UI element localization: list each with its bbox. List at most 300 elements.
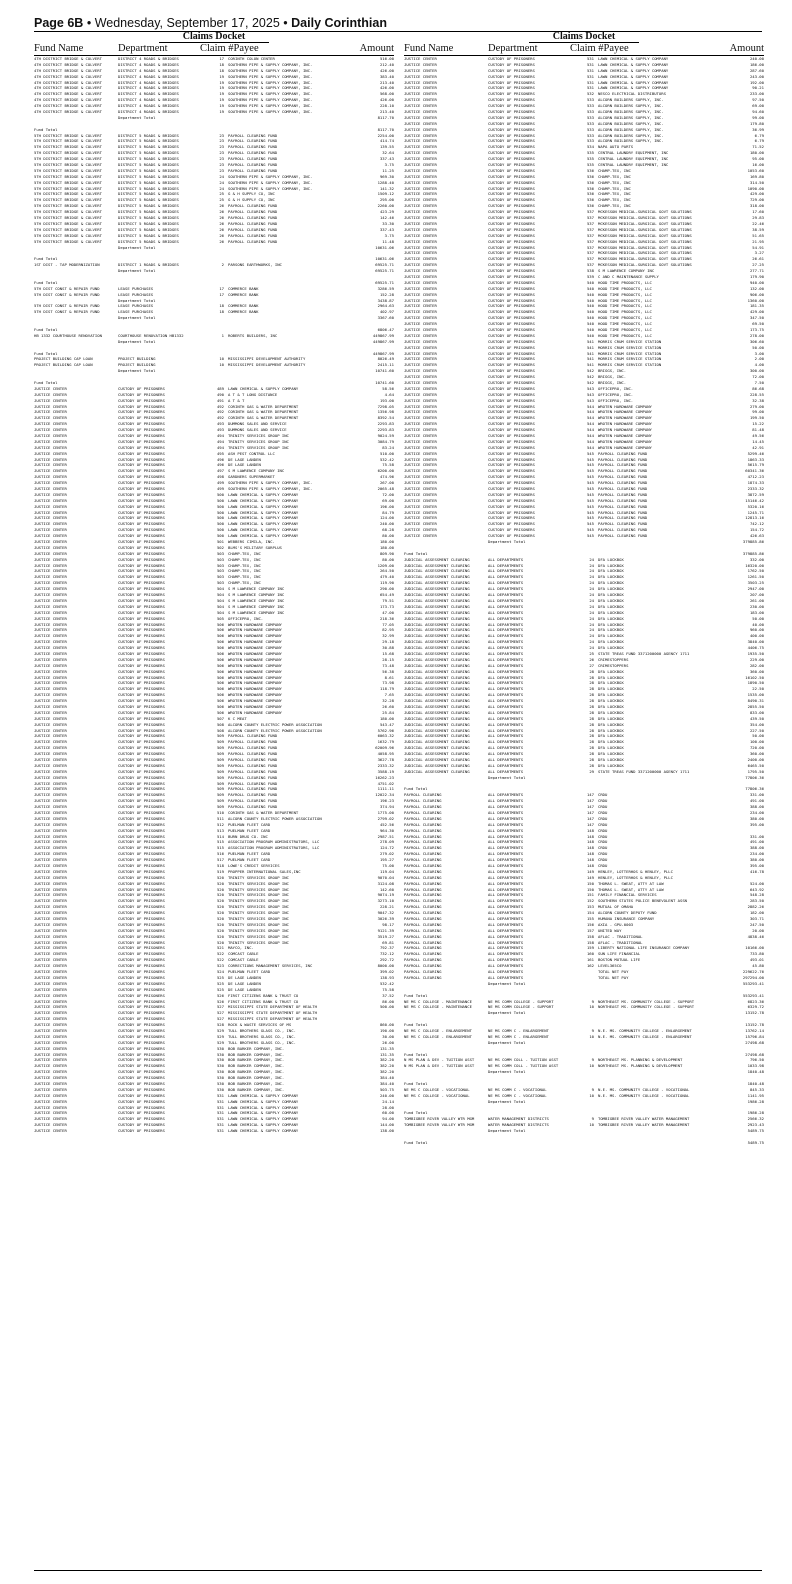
amount: 969.30	[379, 173, 394, 179]
claim-number: 162	[586, 963, 594, 969]
claim-number: 23	[219, 150, 224, 156]
fund-name: JUSTICE CENTER	[34, 1016, 67, 1022]
fund-name: JUSTICE CENTER	[34, 1051, 67, 1057]
fund-name: JUSTICE CENTER	[34, 391, 67, 397]
claim-number: 536	[586, 167, 594, 173]
department: CUSTODY OF PRISONERS	[118, 998, 165, 1004]
department: CUSTODY OF PRISONERS	[118, 933, 165, 939]
claim-number: 493	[216, 421, 224, 427]
amount: 8117.70	[377, 114, 394, 120]
payee: SOUTHERN PIPE & SUPPLY COMPANY, INC.	[228, 85, 313, 91]
payee: PUELMAN FLEET CARD	[228, 857, 271, 863]
fund-name: JUSTICE CENTER	[34, 1004, 67, 1010]
amount: 290.00	[379, 586, 394, 592]
payee: DE LAGE LANDEN	[228, 462, 261, 468]
amount: 732.12	[379, 951, 394, 957]
department: CUSTODY OF PRISONERS	[488, 462, 535, 468]
fund-name: PAYROLL CLEARING	[404, 951, 442, 957]
department: CUSTODY OF PRISONERS	[488, 285, 535, 291]
payee: FAMILY FINANCIAL SERVICES	[598, 892, 657, 898]
payee: DFA LOCKBOX	[598, 574, 624, 580]
claim-number: 517	[216, 857, 224, 863]
payee: MCKESSON MEDICAL-SURGICAL GOVT SOLUTIONS	[598, 220, 692, 226]
claim-number: 19	[219, 79, 224, 85]
claim-number: 28	[589, 715, 594, 721]
amount: 503.75	[379, 1086, 394, 1092]
amount: 71.52	[752, 144, 764, 150]
claim-number: 531	[586, 73, 594, 79]
amount: 382.20	[379, 1057, 394, 1063]
payee: WROTEN HARDWARE COMPANY	[228, 674, 282, 680]
amount: 374.94	[379, 804, 394, 810]
fund-name: JUSTICE CENTER	[34, 433, 67, 438]
fund-name: JUSTICE CENTER	[404, 480, 437, 486]
claim-number: 160	[586, 951, 594, 957]
amount: 423.29	[379, 209, 394, 215]
amount: 228.55	[749, 391, 764, 397]
payee: MUTUAL OF OMAHA	[598, 904, 634, 910]
publication-date: Wednesday, September 17, 2025	[94, 16, 280, 30]
department: CUSTODY OF PRISONERS	[488, 515, 535, 521]
fund-name: JUSTICE CENTER	[404, 385, 437, 391]
fund-name: 4TH DISTRICT BRIDGE & CULVERT	[34, 73, 102, 79]
payee: ALCORN COUNTY ELECTRIC POWER ASSOCIATION	[228, 721, 322, 727]
payee: ALCORN BUILDERS SUPPLY, INC.	[598, 103, 664, 109]
claim-number: 148	[586, 839, 594, 845]
department: CUSTODY OF PRISONERS	[118, 556, 165, 562]
fund-name: JUSTICE CENTER	[404, 456, 437, 462]
amount: 6823.36	[747, 998, 764, 1004]
payee: DE LAGE LANDEN	[228, 980, 261, 986]
claim-number: 536	[586, 197, 594, 203]
payee: MORRIS CRUM SERVICE STATION	[598, 344, 662, 350]
amount: 9024.59	[377, 433, 394, 438]
claim-number: 500	[216, 491, 224, 497]
payee: CRDU	[598, 804, 608, 810]
claim-number: 545	[586, 515, 594, 521]
amount: 10631.06	[375, 256, 394, 262]
payee: TOMBIGBEE RIVER VALLEY WATER MANAGEMENT	[598, 1122, 690, 1128]
amount: 47.00	[382, 609, 394, 615]
claim-number: 535	[586, 150, 594, 156]
claim-number: 536	[586, 203, 594, 209]
fund-name: JUSTICE CENTER	[34, 639, 67, 645]
amount: 331.00	[749, 792, 764, 798]
fund-name: 4TH DISTRICT BRIDGE & CULVERT	[34, 67, 102, 73]
claim-number: 18	[219, 67, 224, 73]
payee: LOWE'S CREDIT SERVICES	[228, 863, 280, 869]
claim-number: 28	[589, 703, 594, 709]
amount: 15146.42	[745, 497, 764, 503]
fund-name: JUSTICE CENTER	[404, 474, 437, 480]
department: DISTRICT 4 ROADS & BRIDGES	[118, 61, 179, 67]
claim-number: 490	[216, 391, 224, 397]
amount: 131.35	[379, 1051, 394, 1057]
claim-number: 545	[586, 527, 594, 533]
amount: 16262.23	[375, 774, 394, 780]
fund-name: 5TH DISTRICT BRIDGE & CULVERT	[34, 150, 102, 156]
amount: 229622.76	[742, 969, 764, 975]
department: ALL DEPARTMENTS	[488, 892, 524, 898]
payee: NORTHEAST MS. COMMUNITY COLLEGE - SUPPORT	[598, 998, 695, 1004]
payee: PAYROLL CLEARING FUND	[598, 515, 648, 521]
fund-name: JUSTICE CENTER	[34, 515, 67, 521]
claim-number: 23	[219, 138, 224, 144]
claim-number: 28	[589, 668, 594, 674]
department: CUSTODY OF PRISONERS	[118, 1051, 165, 1057]
department: CUSTODY OF PRISONERS	[118, 698, 165, 704]
payee: PAYROLL CLEARING FUND	[228, 138, 278, 144]
department: ALL DEPARTMENTS	[488, 957, 524, 963]
fund-name: JUSTICE CENTER	[34, 1092, 67, 1098]
department: WATER MANAGEMENT DISTRICTS	[488, 1116, 549, 1122]
department: CUSTODY OF PRISONERS	[488, 226, 535, 232]
payee: MISSISSIPPI DEVELOPMENT AUTHORITY	[228, 356, 306, 362]
amount: 360.00	[749, 668, 764, 674]
amount: 3026.39	[377, 916, 394, 922]
department: CUSTODY OF PRISONERS	[118, 403, 165, 409]
amount: 86.68	[752, 385, 764, 391]
payee: CHAMP-TEX, INC	[598, 179, 631, 185]
fund-name: JUSTICE CENTER	[34, 969, 67, 975]
claim-number: 494	[216, 444, 224, 450]
payee: PAYROLL CLEARING FUND	[228, 209, 278, 215]
amount: 1874.33	[747, 480, 764, 486]
department: CUSTODY OF PRISONERS	[118, 462, 165, 468]
amount: 38.59	[752, 226, 764, 232]
department: CUSTODY OF PRISONERS	[118, 615, 165, 621]
fund-name: 5TH DISTRICT BRIDGE & CULVERT	[34, 215, 102, 221]
claim-number: 503	[216, 574, 224, 580]
amount: 141.32	[379, 185, 394, 191]
payee: HOOD TIME PRODUCTS, LLC	[598, 315, 652, 321]
department: ALL DEPARTMENTS	[488, 733, 524, 739]
payee: LAWN CHEMICAL & SUPPLY COMPANY	[228, 527, 299, 533]
payee: DFA LOCKBOX	[598, 745, 624, 751]
claims-list	[404, 56, 764, 1146]
department: ALL DEPARTMENTS	[488, 874, 524, 880]
amount: 234.00	[749, 851, 764, 857]
payee: DFA LOCKBOX	[598, 621, 624, 627]
amount: 6063.32	[377, 733, 394, 739]
claim-number: 27	[589, 662, 594, 668]
department: ALL DEPARTMENTS	[488, 969, 524, 975]
docket-title: Claims Docket	[159, 32, 269, 43]
department: CUSTODY OF PRISONERS	[118, 427, 165, 433]
fund-name: JUDICIAL ASSESSMENT CLEARING	[404, 580, 470, 586]
amount: 1288.40	[377, 179, 394, 185]
department: ALL DEPARTMENTS	[488, 880, 524, 886]
fund-name: JUSTICE CENTER	[34, 627, 67, 633]
amount: 124.00	[379, 515, 394, 521]
amount: 278.00	[749, 332, 764, 338]
claim-number: 507	[216, 715, 224, 721]
department: Department Total	[488, 1069, 526, 1075]
department: CUSTODY OF PRISONERS	[118, 833, 165, 839]
department: CUSTODY OF PRISONERS	[118, 603, 165, 609]
department: ALL DEPARTMENTS	[488, 615, 524, 621]
department: CUSTODY OF PRISONERS	[118, 780, 165, 786]
amount: 60.00	[382, 1110, 394, 1116]
fund-name: 4TH DISTRICT BRIDGE & CULVERT	[34, 91, 102, 97]
fund-name: JUSTICE CENTER	[34, 385, 67, 391]
amount: 180.00	[379, 715, 394, 721]
amount: 84.79	[382, 509, 394, 515]
fund-name: PAYROLL CLEARING	[404, 904, 442, 910]
claim-number: 503	[216, 580, 224, 586]
department: CUSTODY OF PRISONERS	[488, 309, 535, 315]
fund-name: PAYROLL CLEARING	[404, 898, 442, 904]
fund-name: JUSTICE CENTER	[34, 438, 67, 444]
amount: 22.46	[752, 220, 764, 226]
department: CUSTODY OF PRISONERS	[118, 450, 165, 456]
header-fund-name: Fund Name	[404, 43, 454, 54]
payee: TRINITY SERVICES GROUP INC	[228, 916, 289, 922]
amount: 69525.71	[375, 279, 394, 285]
fund-name: PAYROLL CLEARING	[404, 833, 442, 839]
payee: DFA LOCKBOX	[598, 603, 624, 609]
claim-number: 501	[216, 539, 224, 545]
claim-number: 531	[586, 67, 594, 73]
fund-name: JUSTICE CENTER	[34, 562, 67, 568]
fund-name: N MS PLAN & DEV - TUITION ASST	[404, 1063, 475, 1069]
amount: 152.28	[379, 291, 394, 297]
fund-name: JUSTICE CENTER	[404, 67, 437, 73]
fund-name: JUSTICE CENTER	[404, 444, 437, 450]
fund-name: JUSTICE CENTER	[404, 162, 437, 168]
payee: DFA LOCKBOX	[598, 609, 624, 615]
claim-number: 545	[586, 468, 594, 474]
claim-number: 506	[216, 698, 224, 704]
amount: 22.50	[752, 686, 764, 692]
department: CUSTODY OF PRISONERS	[488, 303, 535, 309]
amount: 3627.78	[377, 756, 394, 762]
amount: 12813.16	[745, 515, 764, 521]
claim-number: 540	[586, 321, 594, 327]
fund-name: JUDICIAL ASSESSMENT CLEARING	[404, 574, 470, 580]
payee: WROTEN HARDWARE COMPANY	[598, 438, 652, 444]
fund-name: JUSTICE CENTER	[404, 109, 437, 115]
department: ALL DEPARTMENTS	[488, 680, 524, 686]
fund-name: PAYROLL CLEARING	[404, 798, 442, 804]
claim-number: 506	[216, 668, 224, 674]
fund-name: JUSTICE CENTER	[404, 486, 437, 492]
amount: 4.00	[754, 362, 764, 368]
payee: MCKESSON MEDICAL-SURGICAL GOVT SOLUTIONS	[598, 238, 692, 244]
department: CUSTODY OF PRISONERS	[118, 721, 165, 727]
claim-number: 527	[216, 1010, 224, 1016]
fund-name: Fund Total	[34, 126, 58, 132]
claim-number: 503	[216, 556, 224, 562]
fund-name: JUDICIAL ASSESSMENT CLEARING	[404, 674, 470, 680]
department: NE MS COMM COLLEGE - SUPPORT	[488, 998, 554, 1004]
fund-name: JUSTICE CENTER	[404, 126, 437, 132]
department: CUSTODY OF PRISONERS	[118, 586, 165, 592]
department: DISTRICT 4 ROADS & BRIDGES	[118, 109, 179, 115]
department: CUSTODY OF PRISONERS	[488, 268, 535, 274]
claim-number: 516	[216, 851, 224, 857]
payee: ALCORN BUILDERS SUPPLY, INC.	[598, 126, 664, 132]
payee: WROTEN HARDWARE COMPANY	[228, 668, 282, 674]
department: CUSTODY OF PRISONERS	[118, 927, 165, 933]
amount: 15796.84	[745, 1033, 764, 1039]
fund-name: JUSTICE CENTER	[404, 232, 437, 238]
claim-number: 147	[586, 815, 594, 821]
amount: 860.00	[379, 1022, 394, 1028]
amount: 179.90	[749, 273, 764, 279]
department: CUSTODY OF PRISONERS	[118, 521, 165, 527]
payee: TRINITY SERVICES GROUP INC	[228, 921, 289, 927]
payee: OFFICEPRO, INC.	[598, 391, 634, 397]
department: CUSTODY OF PRISONERS	[118, 1057, 165, 1063]
fund-name: JUSTICE CENTER	[34, 686, 67, 692]
page-number: Page 6B	[34, 16, 84, 30]
payee: LIBERTY NATIONAL LIFE INSURANCE COMPANY	[598, 945, 690, 951]
department: CUSTODY OF PRISONERS	[488, 297, 535, 303]
claim-row	[404, 1140, 764, 1146]
amount: 2566.32	[747, 1116, 764, 1122]
claim-number: 150	[586, 880, 594, 886]
department: CUSTODY OF PRISONERS	[118, 509, 165, 515]
department: CUSTODY OF PRISONERS	[488, 126, 535, 132]
fund-name: 5TH DISTRICT BRIDGE & CULVERT	[34, 144, 102, 150]
payee: LAWN CHEMICAL & SUPPLY COMPANY	[228, 533, 299, 539]
department: CUSTODY OF PRISONERS	[118, 874, 165, 880]
claim-number: 509	[216, 786, 224, 792]
fund-name: JUSTICE CENTER	[34, 1080, 67, 1086]
department: DISTRICT 5 ROADS & BRIDGES	[118, 167, 179, 173]
claim-number: 531	[216, 1110, 224, 1116]
payee: SOUTHERN PIPE & SUPPLY COMPANY, INC.	[228, 91, 313, 97]
amount: 337.43	[379, 226, 394, 232]
amount: 30.88	[382, 645, 394, 651]
department: DISTRICT 5 ROADS & BRIDGES	[118, 138, 179, 144]
department: CUSTODY OF PRISONERS	[118, 621, 165, 627]
amount: 94.60	[752, 109, 764, 115]
payee: MCKESSON MEDICAL-SURGICAL GOVT SOLUTIONS	[598, 209, 692, 215]
department: CUSTODY OF PRISONERS	[118, 1033, 165, 1039]
department: CUSTODY OF PRISONERS	[118, 798, 165, 804]
fund-name: JUSTICE CENTER	[404, 97, 437, 103]
fund-name: JUSTICE CENTER	[404, 421, 437, 427]
amount: 279.00	[749, 403, 764, 409]
claim-number: 147	[586, 804, 594, 810]
payee: SOUTHERN PIPE & SUPPLY COMPANY, INC.	[228, 61, 313, 67]
amount: 4058.95	[377, 751, 394, 757]
claim-number: 496	[216, 456, 224, 462]
fund-name: JUDICIAL ASSESSMENT CLEARING	[404, 762, 470, 768]
fund-name: JUSTICE CENTER	[404, 120, 437, 126]
fund-name: JUSTICE CENTER	[34, 986, 67, 992]
department: CUSTODY OF PRISONERS	[488, 103, 535, 109]
department: ALL DEPARTMENTS	[488, 898, 524, 904]
claim-number: 28	[589, 745, 594, 751]
fund-name: Fund Total	[34, 379, 58, 385]
department: CUSTODY OF PRISONERS	[118, 533, 165, 539]
claim-number: 509	[216, 756, 224, 762]
amount: 199.50	[749, 415, 764, 421]
claim-number: 506	[216, 645, 224, 651]
payee: DFA LOCKBOX	[598, 580, 624, 586]
department: CUSTODY OF PRISONERS	[118, 1010, 165, 1016]
payee: MCKESSON MEDICAL-SURGICAL GOVT SOLUTIONS	[598, 226, 692, 232]
payee: PAYROLL CLEARING FUND	[598, 474, 648, 480]
payee: TRINITY SERVICES GROUP INC	[228, 892, 289, 898]
claim-number: 500	[216, 503, 224, 509]
claim-number: 530	[216, 1086, 224, 1092]
payee: MCKESSON MEDICAL-SURGICAL GOVT SOLUTIONS	[598, 250, 692, 256]
claim-number: 23	[219, 144, 224, 150]
department: Department Total	[118, 114, 156, 120]
claim-number: 24	[589, 603, 594, 609]
amount: 26.60	[382, 703, 394, 709]
amount: 449867.99	[372, 350, 394, 356]
newspaper-name: Daily Corinthian	[291, 16, 387, 30]
claim-number: 520	[216, 933, 224, 939]
payee: BLMS'S MILITARY SURPLUS	[228, 544, 282, 550]
fund-name: JUDICIAL ASSESSMENT CLEARING	[404, 668, 470, 674]
claim-number: 528	[216, 1022, 224, 1028]
amount: 1111.11	[377, 786, 394, 792]
fund-name: Fund Total	[404, 1139, 428, 1145]
payee: S M LAWRENCE COMPANY INC	[228, 597, 285, 603]
amount: 17.60	[752, 209, 764, 215]
fund-name: JUSTICE CENTER	[404, 309, 437, 315]
department: ALL DEPARTMENTS	[488, 868, 524, 874]
amount: 28.00	[382, 1104, 394, 1110]
claim-number: 147	[586, 810, 594, 815]
fund-name: PAYROLL CLEARING	[404, 874, 442, 880]
payee: PAYROLL CLEARING FUND	[228, 780, 278, 786]
claim-number: 497	[216, 468, 224, 474]
amount: 354.00	[749, 721, 764, 727]
claim-number: 510	[216, 810, 224, 815]
fund-name: JUSTICE CENTER	[34, 833, 67, 839]
payee: SOUTHERN PIPE & SUPPLY COMPANY, INC.	[228, 97, 313, 103]
amount: 3503.25	[747, 580, 764, 586]
fund-name: JUSTICE CENTER	[404, 521, 437, 527]
fund-name: JUSTICE CENTER	[404, 220, 437, 226]
fund-name: PAYROLL CLEARING	[404, 969, 442, 975]
amount: 1986.28	[747, 1098, 764, 1104]
fund-name: JUSTICE CENTER	[34, 733, 67, 739]
claim-number: 26	[219, 209, 224, 215]
department: CUSTODY OF PRISONERS	[118, 756, 165, 762]
department: CUSTODY OF PRISONERS	[488, 85, 535, 91]
amount: 79.51	[382, 597, 394, 603]
department: CUSTODY OF PRISONERS	[118, 597, 165, 603]
amount: 11.25	[382, 167, 394, 173]
payee: CRIMESTOPPERS	[598, 662, 629, 668]
fund-name: JUSTICE CENTER	[34, 456, 67, 462]
department: ALL DEPARTMENTS	[488, 556, 524, 562]
claim-number: 25	[219, 197, 224, 203]
payee: DFA LOCKBOX	[598, 692, 624, 698]
claim-number: 530	[216, 1051, 224, 1057]
fund-name: PAYROLL CLEARING	[404, 839, 442, 845]
column-headers	[34, 43, 394, 56]
claim-number: 28	[589, 739, 594, 745]
department: CUSTODY OF PRISONERS	[488, 61, 535, 67]
payee: PAYROLL CLEARING FUND	[598, 533, 648, 539]
payee: DE LAGE LANDEN	[228, 974, 261, 980]
fund-name: 5TH DISTRICT BRIDGE & CULVERT	[34, 238, 102, 244]
fund-name: 5TH DISTRICT BRIDGE & CULVERT	[34, 197, 102, 203]
claim-number: 505	[216, 615, 224, 621]
fund-name: JUSTICE CENTER	[34, 892, 67, 898]
amount: 2987.51	[377, 833, 394, 839]
claim-number: 492	[216, 409, 224, 415]
